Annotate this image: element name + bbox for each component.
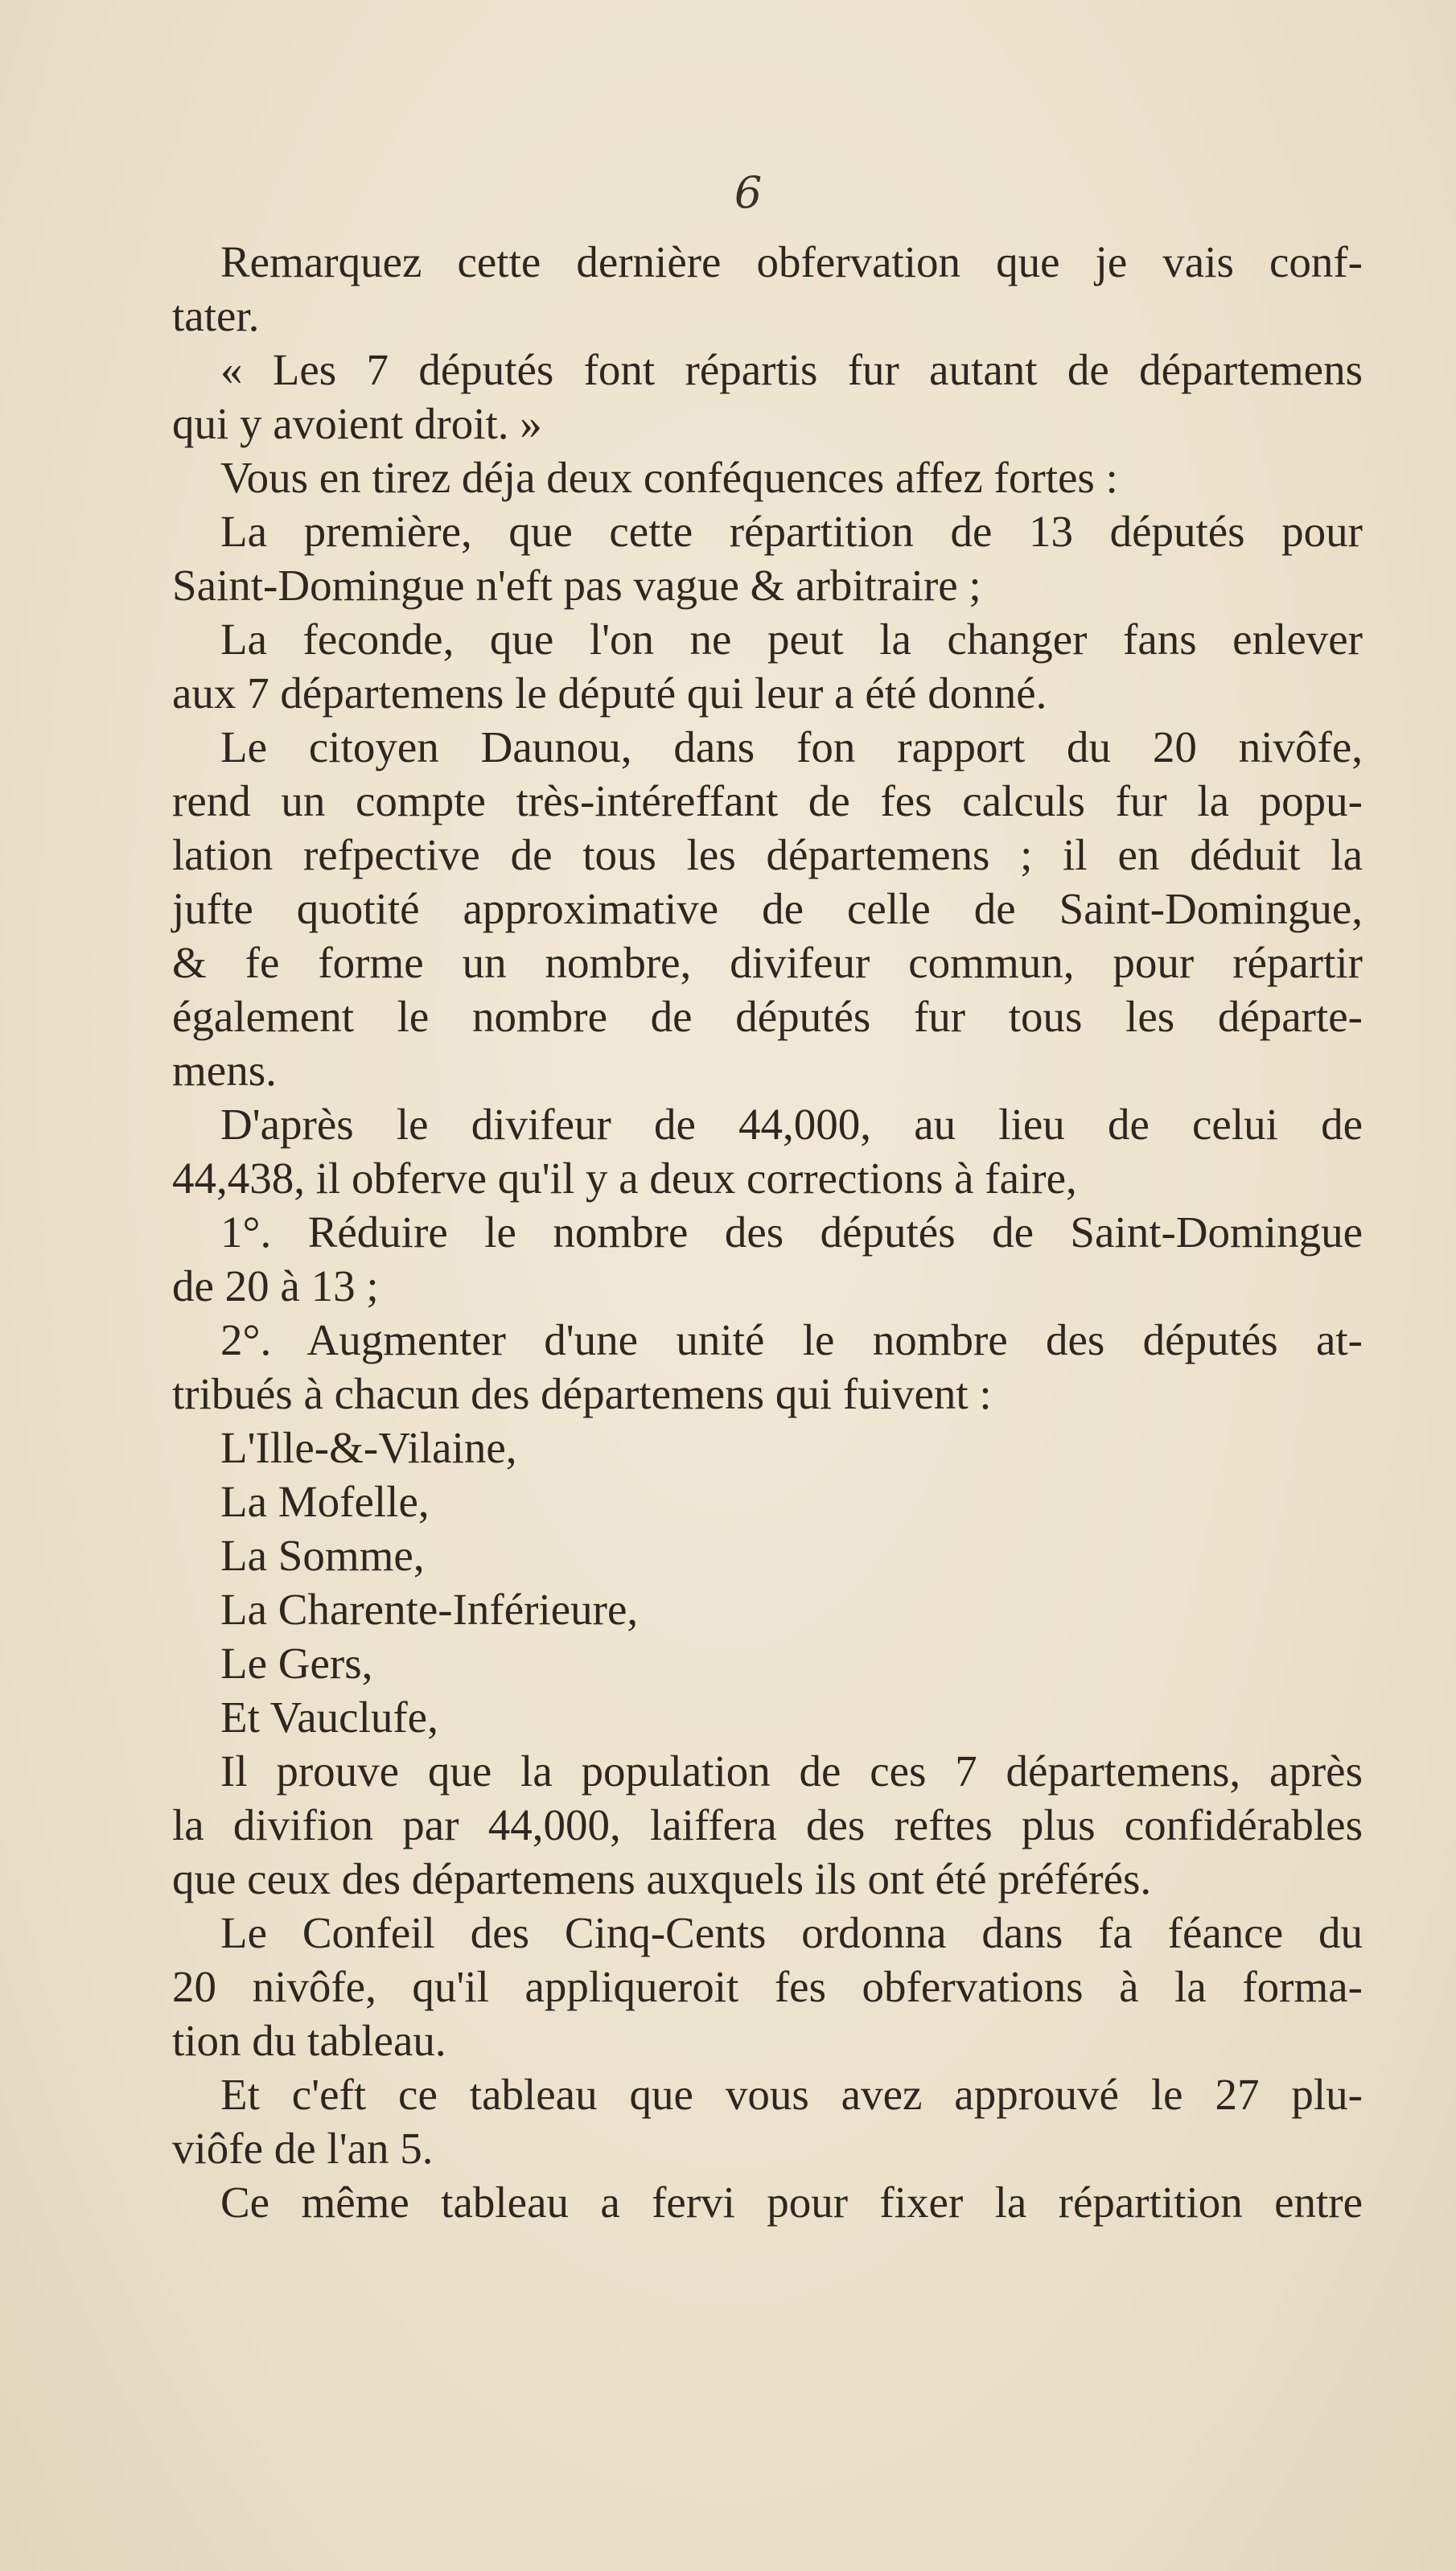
text-line: tribués à chacun des départemens qui fuivent : — [172, 1369, 992, 1418]
text-line: Le citoyen Daunou, dans fon rapport du 20 nivôfe, — [220, 722, 1363, 771]
text-line: & fe forme un nombre, divifeur commun, pour répartir — [172, 938, 1363, 987]
text-line: viôfe de l'an 5. — [172, 2124, 434, 2173]
text-line: Saint-Domingue n'eft pas vague & arbitraire ; — [172, 561, 981, 610]
text-line: Le Gers, — [220, 1639, 373, 1688]
text-line: la divifion par 44,000, laiffera des reftes plus confidérables — [172, 1800, 1363, 1849]
text-line: 44,438, il obferve qu'il y a deux corrections à faire, — [172, 1154, 1077, 1203]
text-line: D'après le divifeur de 44,000, au lieu de celui de — [220, 1100, 1363, 1149]
text-line: La Charente-Inférieure, — [220, 1585, 639, 1634]
body-text — [172, 235, 1363, 2229]
text-line: La première, que cette répartition de 13 députés pour — [220, 507, 1363, 556]
text-line: tion du tableau. — [172, 2016, 446, 2065]
text-line: Le Confeil des Cinq-Cents ordonna dans fa féance du — [220, 1908, 1363, 1957]
text-line: « Les 7 députés font répartis fur autant de départemens — [220, 345, 1363, 394]
text-line: Remarquez cette dernière obfervation que je vais conf- — [220, 237, 1363, 286]
page-number: 6 — [734, 167, 763, 218]
text-line: Et c'eft ce tableau que vous avez approuvé le 27 plu- — [220, 2070, 1363, 2119]
text-line: également le nombre de députés fur tous les départe- — [172, 992, 1363, 1041]
text-line: La Mofelle, — [220, 1477, 430, 1526]
text-line: mens. — [172, 1046, 277, 1095]
text-line: Ce même tableau a fervi pour fixer la répartition entre — [220, 2178, 1363, 2227]
text-line: L'Ille-&-Vilaine, — [220, 1423, 517, 1472]
text-line: 1°. Réduire le nombre des députés de Saint-Domingue — [220, 1207, 1363, 1257]
text-line: La Somme, — [220, 1531, 425, 1580]
text-line: de 20 à 13 ; — [172, 1261, 379, 1310]
text-line: tater. — [172, 291, 260, 340]
text-line: que ceux des départemens auxquels ils ont été préférés. — [172, 1854, 1152, 1903]
text-line: lation refpective de tous les départemens ; il en déduit la — [172, 830, 1363, 879]
text-line: aux 7 départemens le député qui leur a été donné. — [172, 668, 1047, 718]
text-line: qui y avoient droit. » — [172, 399, 542, 448]
text-line: La feconde, que l'on ne peut la changer fans enlever — [220, 615, 1363, 664]
text-line: jufte quotité approximative de celle de Saint-Domingue, — [172, 884, 1363, 933]
text-line: rend un compte très-intéreffant de fes calculs fur la popu- — [172, 776, 1363, 825]
text-line: 2°. Augmenter d'une unité le nombre des députés at- — [220, 1315, 1363, 1364]
text-line: Et Vauclufe, — [220, 1693, 438, 1742]
text-line: Il prouve que la population de ces 7 départemens, après — [220, 1746, 1363, 1796]
text-line: 20 nivôfe, qu'il appliqueroit fes obfervations à la forma- — [172, 1962, 1363, 2011]
text-line: Vous en tirez déja deux conféquences affez fortes : — [220, 453, 1118, 502]
